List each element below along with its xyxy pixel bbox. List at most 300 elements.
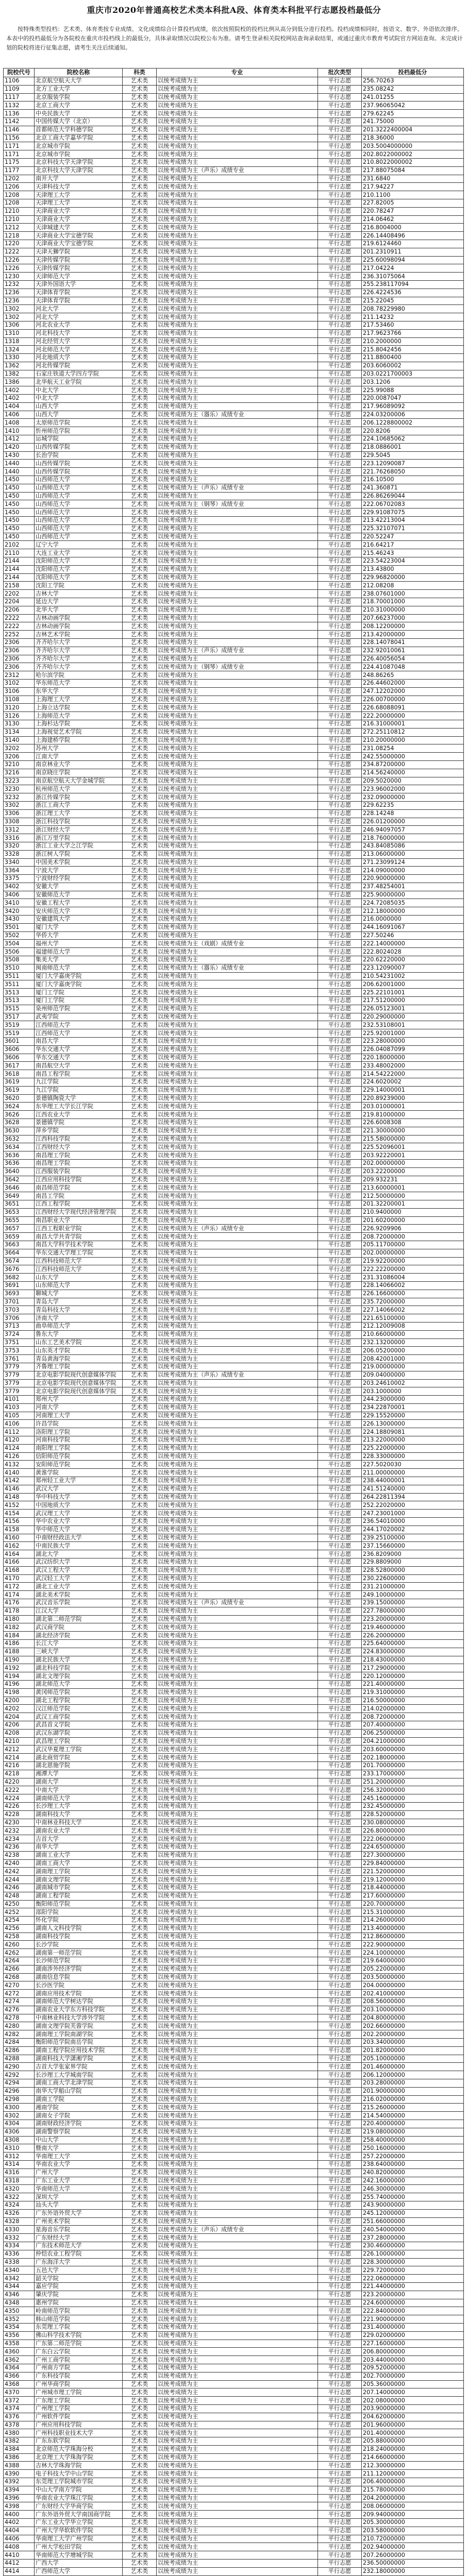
cell-min-score: 220.18000000 (362, 1054, 464, 1062)
cell-min-score: 219.6124460 (362, 240, 464, 248)
cell-batch-type: 平行志愿 (318, 1941, 362, 1949)
cell-code: 4310 (4, 2144, 35, 2153)
cell-min-score: 226.9209906 (362, 1225, 464, 1233)
cell-batch-type: 平行志愿 (318, 1461, 362, 1469)
cell-batch-type: 平行志愿 (318, 931, 362, 940)
cell-major: 以统考成绩为主 (157, 427, 318, 435)
table-row (4, 1485, 464, 1493)
cell-min-score: 216.0000000 (362, 916, 464, 924)
table-row (4, 2275, 464, 2283)
cell-batch-type: 平行志愿 (318, 2551, 362, 2560)
cell-batch-type: 平行志愿 (318, 2543, 362, 2551)
cell-min-score: 210.8022000002 (362, 158, 464, 166)
cell-code: 3519 (4, 1021, 35, 1029)
cell-school-name: 湖南农业大学 (35, 1827, 123, 1835)
table-row (4, 638, 464, 647)
cell-batch-type: 平行志愿 (318, 1078, 362, 1087)
cell-subject: 艺术类 (123, 891, 157, 899)
cell-min-score: 224.10000000 (362, 1949, 464, 1957)
cell-school-name: 湖北经济学院 (35, 1632, 123, 1640)
cell-school-name: 湖南师范大学树达学院 (35, 1998, 123, 2006)
cell-school-name: 湖南科技学院 (35, 1933, 123, 1941)
cell-batch-type: 平行志愿 (318, 875, 362, 883)
cell-batch-type: 平行志愿 (318, 500, 362, 509)
table-row (4, 923, 464, 931)
cell-subject: 艺术类 (123, 2348, 157, 2356)
cell-batch-type: 平行志愿 (318, 687, 362, 696)
cell-code: 3120 (4, 704, 35, 712)
cell-min-score: 212.50000000 (362, 1192, 464, 1200)
cell-min-score: 243.90000000 (362, 2201, 464, 2209)
cell-batch-type: 平行志愿 (318, 1485, 362, 1493)
cell-min-score: 225.22000000 (362, 1444, 464, 1452)
table-row (4, 2356, 464, 2364)
cell-subject: 艺术类 (123, 753, 157, 761)
table-row (4, 2209, 464, 2217)
cell-subject: 艺术类 (123, 451, 157, 460)
cell-subject: 艺术类 (123, 134, 157, 142)
cell-subject: 艺术类 (123, 1973, 157, 1981)
cell-school-name: 汉江师范学院 (35, 1705, 123, 1713)
cell-subject: 艺术类 (123, 1403, 157, 1412)
cell-major: 以统考成绩为主 (157, 93, 318, 101)
cell-code: 3202 (4, 744, 35, 753)
cell-code: 4160 (4, 1534, 35, 1542)
cell-min-score: 244.16091067 (362, 923, 464, 931)
cell-batch-type: 平行志愿 (318, 2340, 362, 2348)
cell-min-score: 219.08000000 (362, 2128, 464, 2136)
cell-batch-type: 平行志愿 (318, 215, 362, 224)
cell-min-score: 201.70000000 (362, 1761, 464, 1770)
cell-major: 以统考成绩为主 (157, 2560, 318, 2568)
table-row (4, 777, 464, 785)
cell-batch-type: 平行志愿 (318, 2161, 362, 2169)
table-row (4, 2168, 464, 2177)
cell-major: 以统考成绩为主 (157, 183, 318, 191)
cell-subject: 艺术类 (123, 834, 157, 842)
cell-batch-type: 平行志愿 (318, 1900, 362, 1908)
table-row (4, 264, 464, 273)
table-row (4, 1998, 464, 2006)
cell-min-score: 227.30000000 (362, 1851, 464, 1859)
cell-subject: 艺术类 (123, 1452, 157, 1461)
cell-batch-type: 平行志愿 (318, 1347, 362, 1355)
cell-major: 以统考成绩为主 (157, 997, 318, 1005)
cell-major: 以统考成绩为主 (157, 1754, 318, 1762)
cell-major: 以统考成绩为主 (157, 150, 318, 159)
cell-batch-type: 平行志愿 (318, 2104, 362, 2112)
cell-batch-type: 平行志愿 (318, 2128, 362, 2136)
cell-major: 以统考成绩为主 (157, 1924, 318, 1933)
cell-subject: 艺术类 (123, 818, 157, 826)
cell-min-score: 202.70000000 (362, 2372, 464, 2380)
cell-subject: 艺术类 (123, 280, 157, 289)
cell-major: 以统考成绩为主 (157, 1745, 318, 1754)
cell-min-score: 210.66000000 (362, 1330, 464, 1338)
cell-school-name: 湘潭大学 (35, 1770, 123, 1778)
cell-subject: 艺术类 (123, 1583, 157, 1591)
cell-min-score: 264.22811394 (362, 1493, 464, 1501)
cell-subject: 艺术类 (123, 1274, 157, 1282)
cell-batch-type: 平行志愿 (318, 1835, 362, 1843)
cell-batch-type: 平行志愿 (318, 476, 362, 484)
cell-school-name: 北京科技大学天津学院 (35, 158, 123, 166)
table-row (4, 2242, 464, 2250)
cell-min-score: 246.94097057 (362, 826, 464, 834)
cell-batch-type: 平行志愿 (318, 126, 362, 134)
cell-min-score: 210.31000000 (362, 606, 464, 614)
cell-school-name: 北京电影学院现代创意媒体学院 (35, 1387, 123, 1396)
cell-batch-type: 平行志愿 (318, 2153, 362, 2161)
cell-school-name: 吉林动画学院 (35, 622, 123, 631)
cell-school-name: 山东英才学院 (35, 1347, 123, 1355)
cell-batch-type: 平行志愿 (318, 175, 362, 183)
cell-subject: 艺术类 (123, 1957, 157, 1965)
cell-major: 以统考成绩为主 (157, 1778, 318, 1786)
table-row (4, 1892, 464, 1900)
cell-major: 以统考成绩为主 (157, 573, 318, 582)
cell-batch-type: 平行志愿 (318, 1827, 362, 1835)
cell-min-score: 214.02000000 (362, 1705, 464, 1713)
cell-min-score: 214.09000000 (362, 867, 464, 875)
cell-min-score: 210.9400000 (362, 1208, 464, 1216)
cell-major: 以统考成绩为主（戏剧）成绩专业 (157, 940, 318, 948)
table-row (4, 2087, 464, 2095)
table-row (4, 321, 464, 329)
cell-school-name: 长沙理工大学城南学院 (35, 2071, 123, 2079)
table-row (4, 1208, 464, 1216)
cell-subject: 艺术类 (123, 1070, 157, 1078)
cell-code: 4196 (4, 1680, 35, 1688)
cell-school-name: 泉州师范学院 (35, 1005, 123, 1013)
cell-subject: 艺术类 (123, 1688, 157, 1697)
cell-school-name: 南昌师范学院 (35, 1184, 123, 1192)
cell-code: 4158 (4, 1526, 35, 1534)
cell-code: 4230 (4, 1819, 35, 1827)
cell-subject: 艺术类 (123, 948, 157, 956)
cell-school-name: 湖南应用技术学院 (35, 1990, 123, 1998)
cell-major: 以统考成绩为主 (157, 435, 318, 444)
cell-min-score: 229.15520000 (362, 1412, 464, 1420)
cell-batch-type: 平行志愿 (318, 736, 362, 744)
cell-subject: 艺术类 (123, 256, 157, 264)
cell-batch-type: 平行志愿 (318, 2095, 362, 2104)
cell-code: 4266 (4, 1965, 35, 1973)
cell-school-name: 天津传媒学院 (35, 264, 123, 273)
cell-code: 3753 (4, 1347, 35, 1355)
cell-major: 以统考成绩为主 (157, 2307, 318, 2315)
cell-code: 2306 (4, 663, 35, 671)
cell-school-name: 上海师范大学 (35, 712, 123, 720)
cell-min-score: 218.0886001 (362, 443, 464, 451)
cell-school-name: 仲恺农业工程学院 (35, 2250, 123, 2258)
cell-batch-type: 平行志愿 (318, 1094, 362, 1103)
cell-batch-type: 平行志愿 (318, 655, 362, 663)
cell-batch-type: 平行志愿 (318, 1510, 362, 1518)
cell-major: 以统考成绩为主 (157, 1420, 318, 1428)
cell-major: 以统考成绩为主 (157, 1143, 318, 1151)
cell-major: 以统考成绩为主 (157, 679, 318, 687)
cell-school-name: 南京航空航天大学金城学院 (35, 777, 123, 785)
table-row (4, 1924, 464, 1933)
cell-school-name: 江西农业大学 (35, 1111, 123, 1119)
cell-subject: 艺术类 (123, 1029, 157, 1038)
cell-batch-type: 平行志愿 (318, 1363, 362, 1371)
cell-min-score: 230.08000000 (362, 1819, 464, 1827)
cell-min-score: 210.2000000 (362, 337, 464, 346)
cell-subject: 艺术类 (123, 468, 157, 476)
cell-subject: 艺术类 (123, 1721, 157, 1729)
cell-school-name: 中南林业科技大学涉外学院 (35, 2014, 123, 2022)
cell-batch-type: 平行志愿 (318, 1697, 362, 1705)
cell-major: 以统考成绩为主 (157, 1119, 318, 1127)
cell-min-score: 218.70001000 (362, 598, 464, 606)
table-row (4, 2226, 464, 2234)
cell-school-name: 中国美术学院 (35, 858, 123, 867)
cell-school-name: 黄淮学院 (35, 1469, 123, 1477)
cell-subject: 艺术类 (123, 517, 157, 525)
table-row (4, 2095, 464, 2104)
cell-min-score: 227.78000000 (362, 1607, 464, 1615)
cell-code: 4154 (4, 1510, 35, 1518)
table-row (4, 940, 464, 948)
cell-school-name: 南昌职业大学 (35, 1216, 123, 1225)
cell-min-score: 231.31086004 (362, 1274, 464, 1282)
cell-subject: 艺术类 (123, 2380, 157, 2388)
table-row (4, 1542, 464, 1550)
cell-major: 以统考成绩为主 (157, 2046, 318, 2055)
cell-batch-type: 平行志愿 (318, 1851, 362, 1859)
cell-subject: 艺术类 (123, 2404, 157, 2413)
cell-batch-type: 平行志愿 (318, 1607, 362, 1615)
table-row (4, 2266, 464, 2275)
cell-subject: 艺术类 (123, 264, 157, 273)
cell-school-name: 广东科技学院 (35, 2372, 123, 2380)
cell-major: 以统考成绩为主 (157, 215, 318, 224)
cell-subject: 艺术类 (123, 1990, 157, 1998)
table-row (4, 2331, 464, 2340)
table-row (4, 2511, 464, 2519)
cell-major: 以统考成绩为主 (157, 2250, 318, 2258)
cell-subject: 艺术类 (123, 1225, 157, 1233)
cell-code: 1450 (4, 509, 35, 517)
cell-major: 以统考成绩为主 (157, 1135, 318, 1143)
cell-batch-type: 平行志愿 (318, 1176, 362, 1184)
cell-major: 以统考成绩为主 (157, 2486, 318, 2494)
cell-school-name: 广州城市理工学院 (35, 2388, 123, 2397)
cell-major: 以统考成绩为主 (157, 1257, 318, 1265)
cell-batch-type: 平行志愿 (318, 419, 362, 427)
cell-min-score: 255.238117094 (362, 280, 464, 289)
cell-min-score: 203.60000000 (362, 1745, 464, 1754)
cell-school-name: 长江大学 (35, 1640, 123, 1648)
table-row (4, 2413, 464, 2421)
table-row (4, 386, 464, 395)
cell-school-name: 湖南财政经济学院 (35, 2120, 123, 2128)
cell-code: 3663 (4, 1241, 35, 1249)
cell-batch-type: 平行志愿 (318, 1013, 362, 1021)
cell-batch-type: 平行志愿 (318, 793, 362, 802)
cell-code: 4370 (4, 2388, 35, 2397)
table-row (4, 1135, 464, 1143)
table-row (4, 760, 464, 769)
cell-school-name: 中南林业科技大学 (35, 1819, 123, 1827)
cell-subject: 艺术类 (123, 1892, 157, 1900)
cell-subject: 艺术类 (123, 1827, 157, 1835)
cell-subject: 艺术类 (123, 2364, 157, 2372)
table-row (4, 370, 464, 378)
cell-major: 以统考成绩为主（钢琴）成绩专业 (157, 663, 318, 671)
cell-school-name: 武汉工程大学 (35, 1566, 123, 1574)
cell-min-score: 223.28000000 (362, 1038, 464, 1046)
cell-batch-type: 平行志愿 (318, 2136, 362, 2144)
cell-batch-type: 平行志愿 (318, 2079, 362, 2088)
cell-major: 以统考成绩为主 (157, 2291, 318, 2299)
cell-batch-type: 平行志愿 (318, 1371, 362, 1379)
cell-major: 以统考成绩为主 (157, 524, 318, 533)
cell-code: 4124 (4, 1444, 35, 1452)
cell-subject: 艺术类 (123, 1518, 157, 1526)
cell-school-name: 安徽建筑大学 (35, 916, 123, 924)
cell-school-name: 山西大学 (35, 402, 123, 411)
cell-school-name: 九江学院 (35, 1086, 123, 1094)
table-row (4, 1721, 464, 1729)
cell-min-score: 221.52000000 (362, 1868, 464, 1876)
cell-min-score: 201.82000000 (362, 2046, 464, 2055)
cell-batch-type: 平行志愿 (318, 2055, 362, 2063)
cell-code: 4406 (4, 2535, 35, 2543)
cell-code: 2306 (4, 655, 35, 663)
cell-code: 3511 (4, 980, 35, 989)
cell-subject: 艺术类 (123, 2120, 157, 2128)
cell-major: 以统考成绩为主 (157, 1159, 318, 1167)
cell-min-score: 231.40000000 (362, 2323, 464, 2331)
cell-subject: 艺术类 (123, 1184, 157, 1192)
cell-subject: 艺术类 (123, 183, 157, 191)
cell-school-name: 华东师范大学 (35, 679, 123, 687)
cell-major: 以统考成绩为主 (157, 443, 318, 451)
cell-school-name: 肇庆学院 (35, 2291, 123, 2299)
cell-subject: 艺术类 (123, 1510, 157, 1518)
cell-major: 以统考成绩为主 (157, 1802, 318, 1810)
cell-major: 以统考成绩为主 (157, 2022, 318, 2030)
table-row (4, 2560, 464, 2568)
cell-subject: 艺术类 (123, 1713, 157, 1721)
cell-school-name: 南华大学船山学院 (35, 2087, 123, 2095)
cell-min-score: 248.86265 (362, 671, 464, 680)
cell-school-name: 长沙师范学院 (35, 1957, 123, 1965)
cell-subject: 艺术类 (123, 1835, 157, 1843)
cell-code: 1208 (4, 199, 35, 207)
cell-code: 4152 (4, 1501, 35, 1510)
cell-code: 1136 (4, 110, 35, 118)
table-row (4, 1965, 464, 1973)
table-row (4, 256, 464, 264)
cell-school-name: 南昌工程学院 (35, 1070, 123, 1078)
cell-major: 以统考成绩为主 (157, 1672, 318, 1681)
cell-batch-type: 平行志愿 (318, 964, 362, 972)
cell-major: 以统考成绩为主 (157, 1998, 318, 2006)
cell-major: 以统考成绩为主 (157, 1200, 318, 1208)
cell-school-name: 湖南工程学院 (35, 1892, 123, 1900)
table-row (4, 1094, 464, 1103)
cell-min-score: 224.41087048 (362, 663, 464, 671)
cell-code: 4314 (4, 2161, 35, 2169)
cell-major: 以统考成绩为主 (157, 1322, 318, 1330)
cell-school-name: 武汉华夏理工学院 (35, 1745, 123, 1754)
cell-subject: 艺术类 (123, 2217, 157, 2226)
cell-major: 以统考成绩为主 (157, 1591, 318, 1599)
cell-major: 以统考成绩为主 (157, 460, 318, 468)
cell-min-score: 225.52096001 (362, 1143, 464, 1151)
cell-subject: 艺术类 (123, 101, 157, 110)
cell-school-name: 星海音乐学院 (35, 2226, 123, 2234)
cell-min-score: 202.08000000 (362, 2397, 464, 2405)
table-row (4, 2315, 464, 2324)
cell-subject: 艺术类 (123, 2323, 157, 2331)
cell-subject: 艺术类 (123, 2397, 157, 2405)
cell-school-name: 湖南城市学院 (35, 1884, 123, 1892)
table-row (4, 2437, 464, 2446)
table-row (4, 1949, 464, 1957)
cell-min-score: 216.10500 (362, 476, 464, 484)
cell-subject: 艺术类 (123, 1208, 157, 1216)
cell-code: 3724 (4, 1330, 35, 1338)
cell-min-score: 212.86000000 (362, 1933, 464, 1941)
cell-subject: 艺术类 (123, 337, 157, 346)
cell-major: 以统考成绩为主 (157, 1615, 318, 1623)
table-row (4, 2079, 464, 2088)
cell-subject: 艺术类 (123, 232, 157, 240)
cell-major: 以统考成绩为主 (157, 2413, 318, 2421)
cell-major: 以统考成绩为主 (157, 541, 318, 549)
cell-min-score: 207.26000000 (362, 2551, 464, 2560)
cell-school-name: 湖北科技学院 (35, 1664, 123, 1672)
cell-subject: 艺术类 (123, 1998, 157, 2006)
cell-batch-type: 平行志愿 (318, 273, 362, 281)
cell-min-score: 219.81000000 (362, 1111, 464, 1119)
table-row (4, 2071, 464, 2079)
cell-school-name: 华南师范大学 (35, 2185, 123, 2193)
cell-school-name: 南昌大学 (35, 1038, 123, 1046)
cell-batch-type: 平行志愿 (318, 264, 362, 273)
cell-subject: 艺术类 (123, 2421, 157, 2429)
cell-batch-type: 平行志愿 (318, 980, 362, 989)
cell-min-score: 205.30000000 (362, 2519, 464, 2527)
cell-code: 1109 (4, 85, 35, 93)
cell-batch-type: 平行志愿 (318, 1396, 362, 1404)
table-row (4, 1021, 464, 1029)
cell-batch-type: 平行志愿 (318, 395, 362, 403)
table-row (4, 1249, 464, 1257)
table-row (4, 1648, 464, 1656)
table-row (4, 590, 464, 598)
table-row (4, 1705, 464, 1713)
cell-school-name: 江西财经大学 (35, 1143, 123, 1151)
cell-min-score: 203.92220001 (362, 1151, 464, 1160)
cell-min-score: 228.30000000 (362, 2258, 464, 2266)
cell-min-score: 222.20000000 (362, 712, 464, 720)
cell-major: 以统考成绩为主 (157, 85, 318, 93)
cell-school-name: 厦门工学院 (35, 989, 123, 997)
cell-batch-type: 平行志愿 (318, 1290, 362, 1298)
cell-min-score: 226.86269044 (362, 492, 464, 500)
cell-min-score: 226.14408496 (362, 232, 464, 240)
cell-major: 以统考成绩为主 (157, 1648, 318, 1656)
cell-subject: 艺术类 (123, 972, 157, 980)
cell-min-score: 208.56000000 (362, 1998, 464, 2006)
cell-code: 1450 (4, 484, 35, 492)
